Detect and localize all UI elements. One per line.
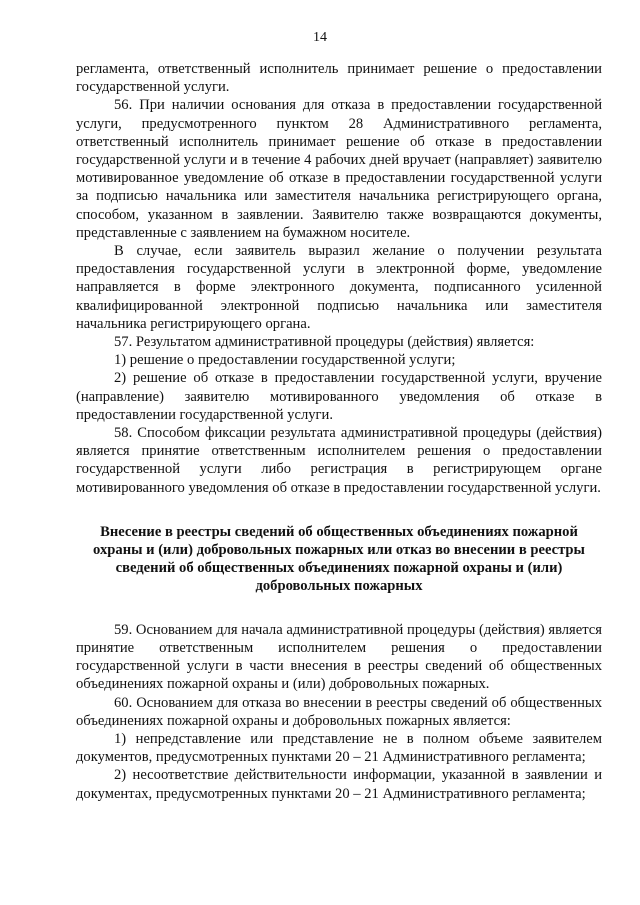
paragraph-56: 56. При наличии основания для отказа в предоставлении государственной услуги, предусмотренного пунктом 28 Административного регламента, ответственный исполнитель принимает решение об отказе в предоставлении государственной услуги и в течение 4 рабочих дней вручает (направляет) заявителю мотивированное уведомление об отказе в предоставлении государственной услуги за подписью начальника или заместителя начальника регистрирующего органа, способом, указанном в заявлении. Заявителю также возвращаются документы, представленные с заявлением на бумажном носителе. [76,97,602,241]
list-item: 2) несоответствие действительности информации, указанной в заявлении и документах, предусмотренных пунктами 20 – 21 Административного регламента; [76,767,602,802]
paragraph-57: 57. Результатом административной процедуры (действия) является: [114,334,535,351]
paragraph-58: 58. Способом фиксации результата административной процедуры (действия) является принятие ответственным исполнителем решения о предоставлении государственной услуги либо регистрация в регистрирующем органе мотивированного уведомления об отказе в предоставлении государственной услуги. [76,425,602,496]
section-heading: Внесение в реестры сведений об общественных объединениях пожарной охраны и (или) добровольных пожарных или отказ во внесении в реестры сведений об общественных объединениях пожарной охраны и (или) добровольных пожарных [93,523,585,595]
paragraph-59: 59. Основанием для начала административной процедуры (действия) является принятие ответственным исполнителем решения о предоставлении государственной услуги в части внесения в реестры сведений об общественных объединениях пожарной охраны и (или) добровольных пожарных. [76,621,602,693]
paragraph-60: 60. Основанием для отказа во внесении в реестры сведений об общественных объединениях пожарной охраны и добровольных пожарных является: [76,694,602,729]
page-number: 14 [313,30,327,45]
list-item: 1) решение о предоставлении государственной услуги; [114,352,456,369]
document-body [76,60,602,803]
list-item: 1) непредставление или представление не в полном объеме заявителем документов, предусмотренных пунктами 20 – 21 Административного регламента; [76,730,602,766]
list-item: 2) решение об отказе в предоставлении государственной услуги, вручение (направление) заявителю мотивированного уведомления об отказе в предоставлении государственной услуги. [76,370,602,423]
paragraph: В случае, если заявитель выразил желание о получении результата предоставления государственной услуги в электронной форме, уведомление направляется в форме электронного документа, подписанного усиленной квалифицированной электронной подписью начальника или заместителя начальника регистрирующего органа. [76,243,602,332]
paragraph: регламента, ответственный исполнитель принимает решение о предоставлении государственной услуги. [76,61,602,96]
